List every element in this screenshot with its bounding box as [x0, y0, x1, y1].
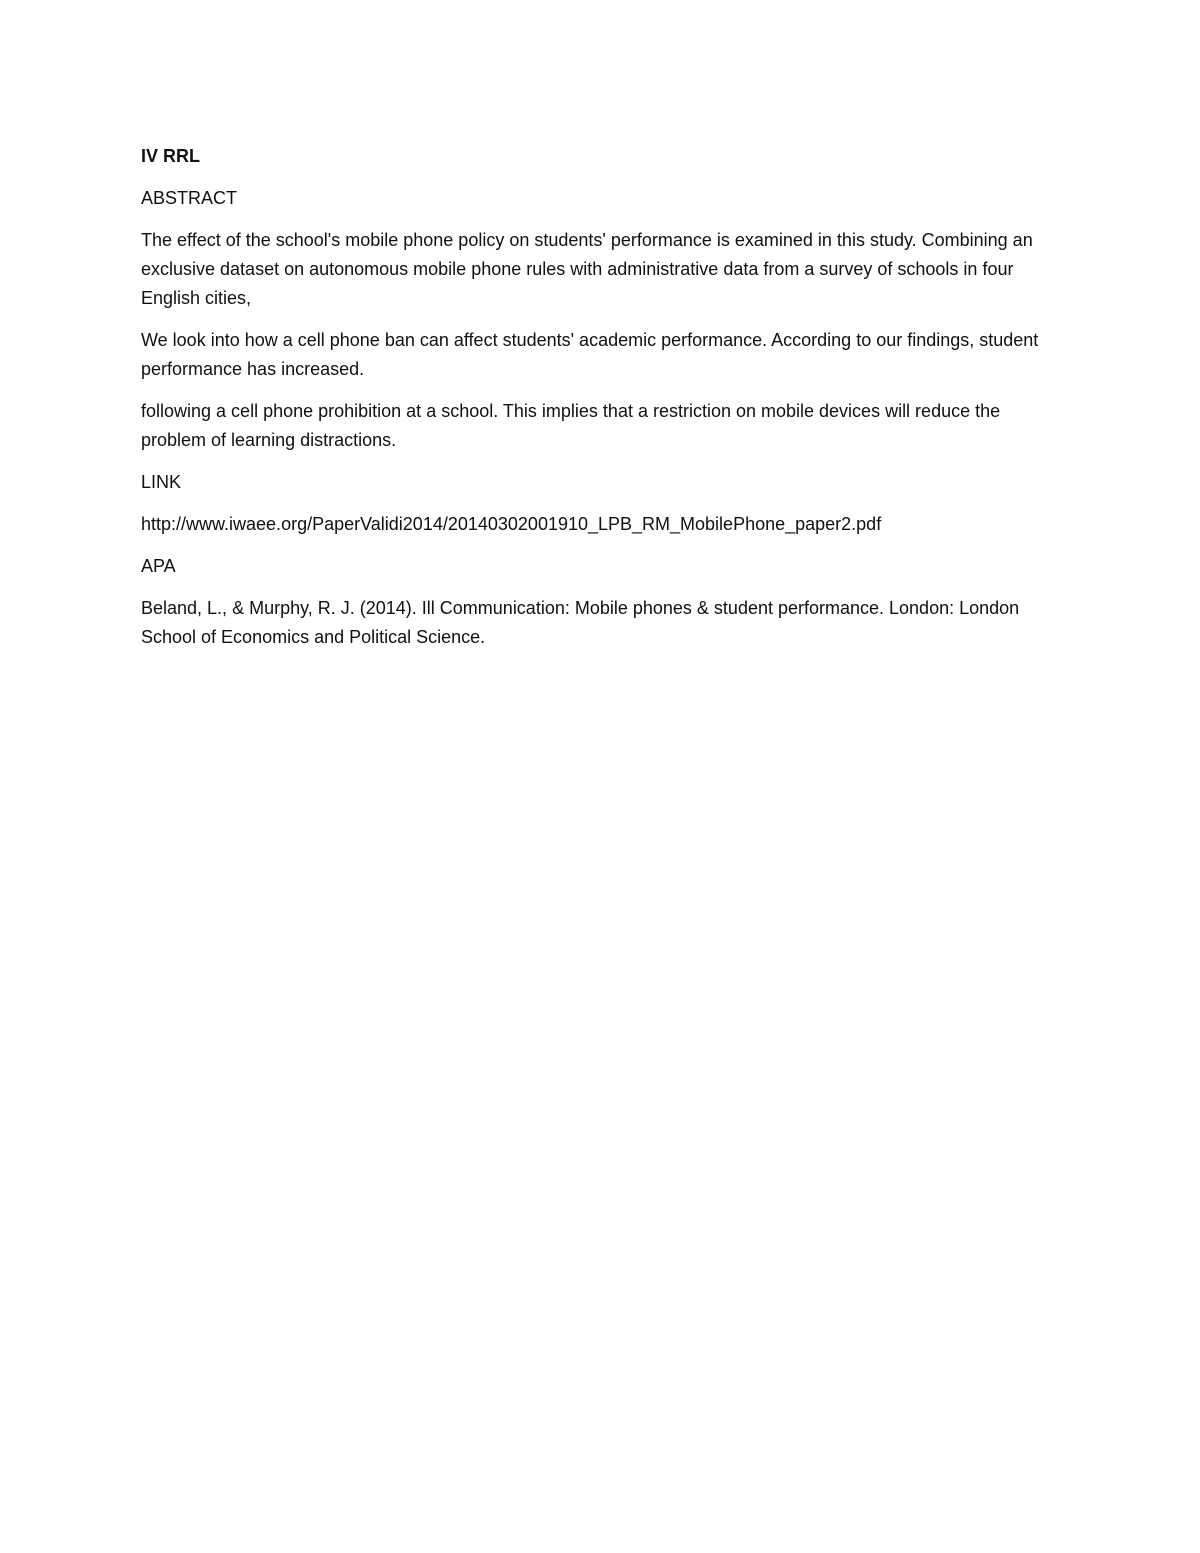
abstract-label: ABSTRACT — [141, 188, 238, 208]
document-body — [141, 142, 1061, 665]
abstract-paragraph-2: We look into how a cell phone ban can affect students' academic performance. According to our findings, student performance has increased. — [141, 330, 1039, 379]
abstract-paragraph-3: following a cell phone prohibition at a school. This implies that a restriction on mobile devices will reduce the problem of learning distractions. — [141, 401, 1001, 450]
source-link[interactable]: http://www.iwaee.org/PaperValidi2014/20140302001910_LPB_RM_MobilePhone_paper2.pdf — [141, 514, 882, 534]
abstract-paragraph-1: The effect of the school's mobile phone policy on students' performance is examined in this study. Combining an exclusive dataset on autonomous mobile phone rules with administrative data from a survey of schools in four English cities, — [141, 230, 1033, 308]
apa-citation: Beland, L., & Murphy, R. J. (2014). Ill Communication: Mobile phones & student performance. London: London School of Economics and Political Science. — [141, 598, 1020, 647]
link-paragraph — [141, 510, 1061, 539]
section-heading: IV RRL — [141, 146, 201, 166]
apa-label: APA — [141, 556, 176, 576]
link-label: LINK — [141, 472, 182, 492]
